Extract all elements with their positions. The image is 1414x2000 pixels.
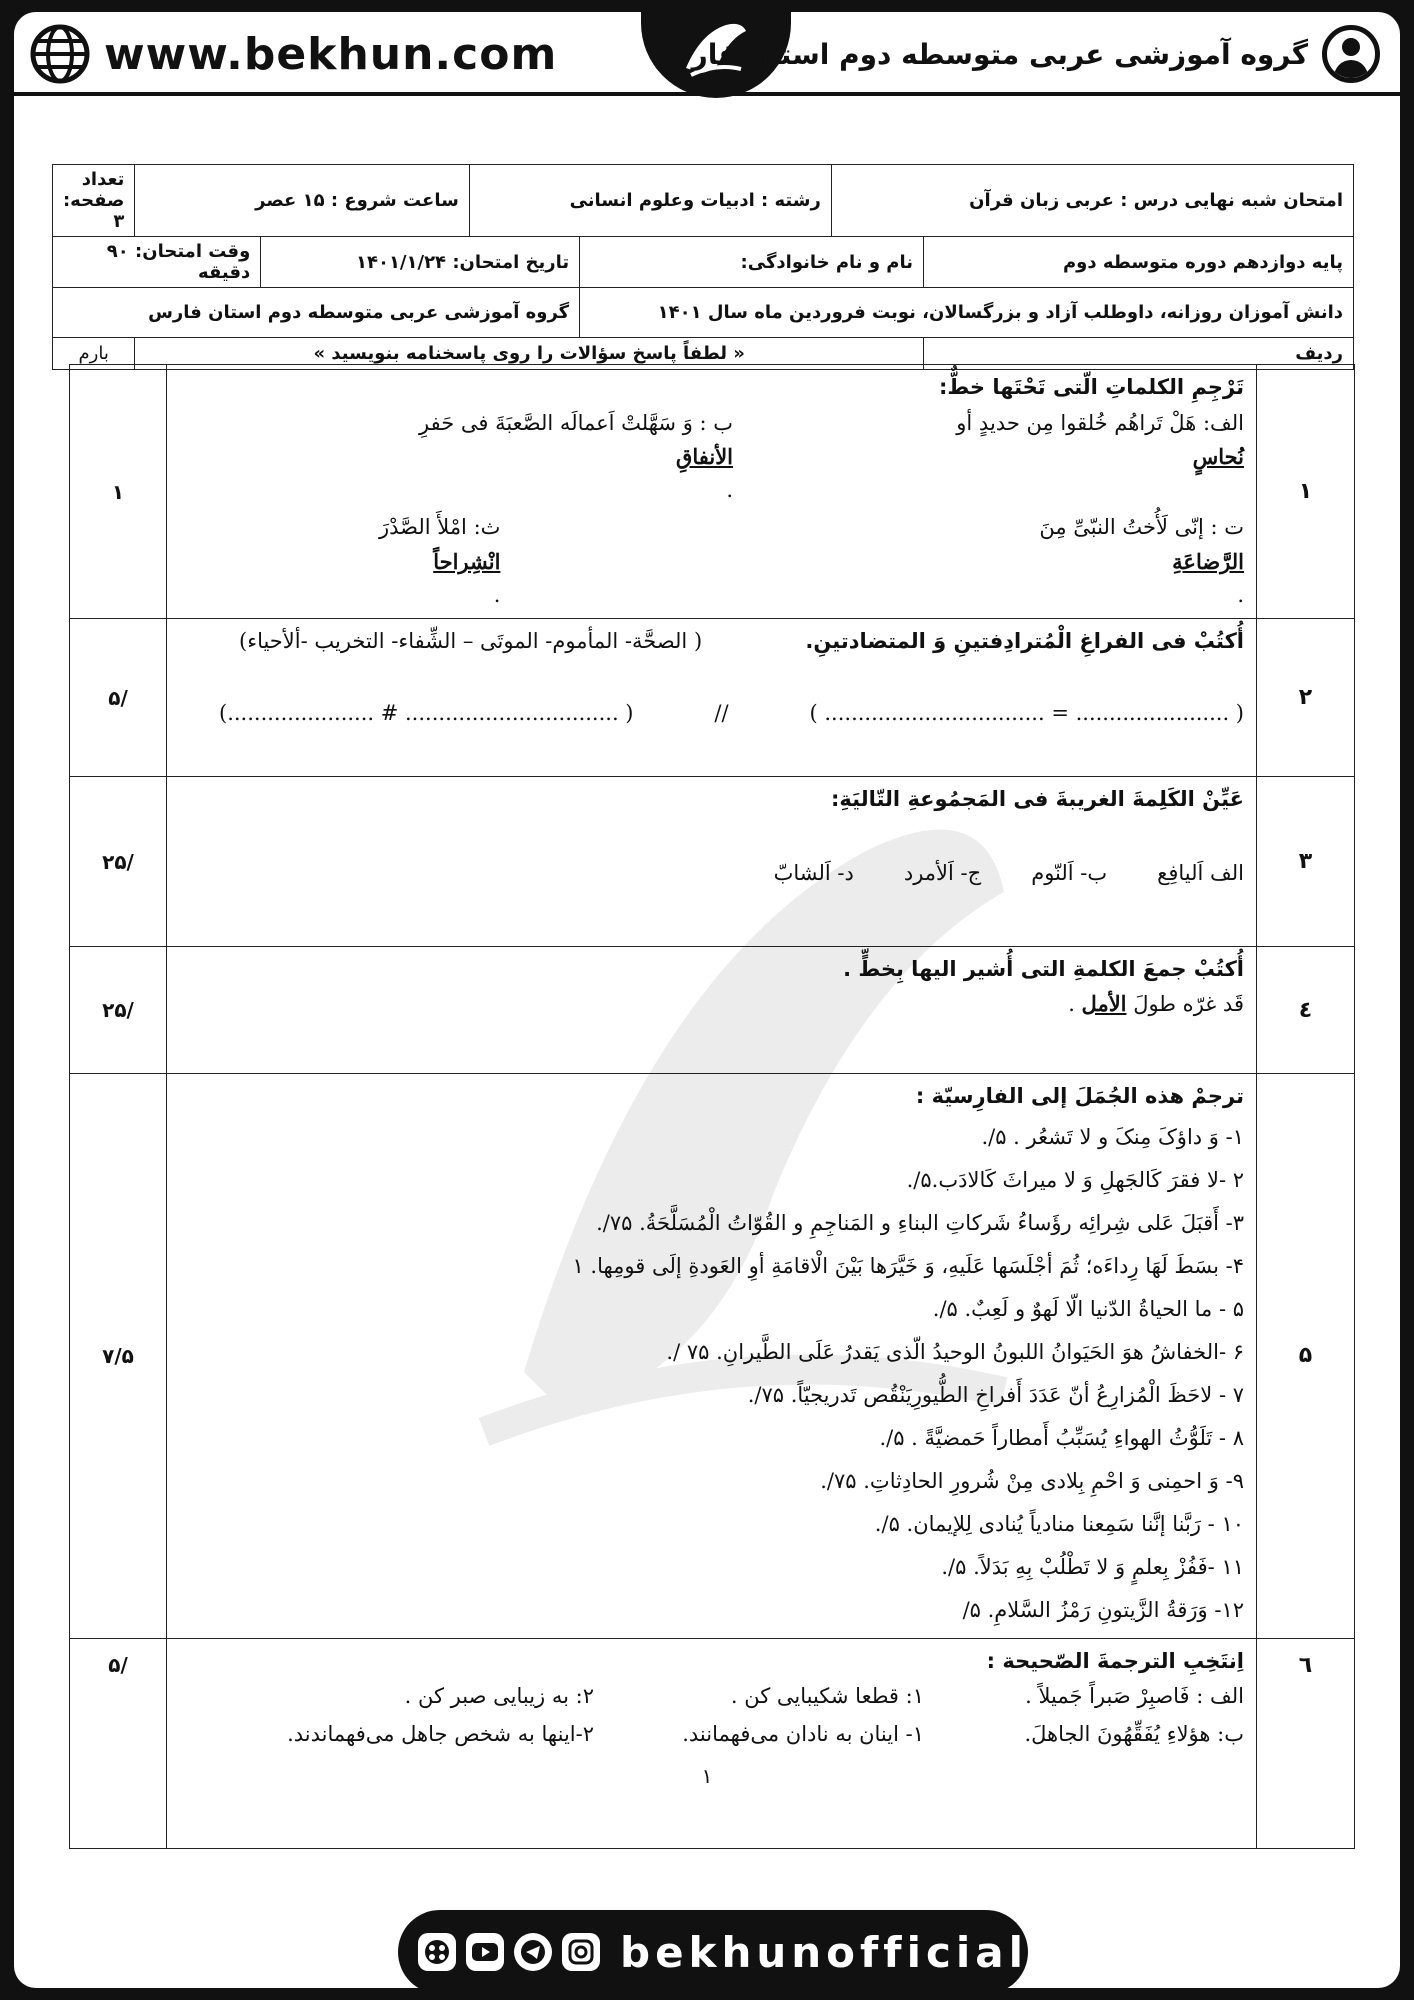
aparat-icon[interactable] (418, 1933, 456, 1971)
brand-title: گروه آموزشی عربی متوسطه دوم استان فارس (653, 37, 1308, 71)
question-number: ۵ (1257, 1074, 1355, 1639)
question-row (70, 1074, 1355, 1639)
q1-item-a: الف: هَلْ تَراهُم خُلقوا مِن حدیدٍ أو نُحاسٍ (956, 410, 1244, 470)
q5-item: ۱۱ -فَفُزْ بِعلمٍ وَ لا تَطْلُبْ بِهِ بَدَلاً. ۵/. (941, 1554, 1244, 1579)
social-footer[interactable] (398, 1910, 1028, 1988)
page-number: ۱ (701, 1764, 713, 1788)
q1-item-c: ت : إنّی لَأُختُ النبّیِّ مِنَ الرَّضاعَةِ . (1039, 515, 1244, 607)
question-score: /۲۵ (70, 777, 167, 947)
question-score: ۷/۵ (70, 1074, 167, 1639)
question-score: /۵ (70, 619, 167, 777)
question-title: ترجمْ هذه الجُمَلَ إلی الفارِسیّة : (915, 1084, 1244, 1109)
question-content (167, 947, 1257, 1074)
score-header: بارم (53, 338, 135, 370)
question-score: /۵ (70, 1638, 167, 1848)
q3-option: الف اَلیافِع (1157, 860, 1244, 885)
questions-table (69, 364, 1355, 1849)
question-content (167, 1074, 1257, 1639)
q5-item: ۸ - تَلَوُّثُ الهواءِ یُسَبِّبُ أَمطاراً حَمضیَّةً . ۵/. (879, 1425, 1244, 1450)
q2-word-list: ( الصحَّة- المأموم- الموتَی – الشِّفاء- التخریب -ألأحیاء) (239, 629, 703, 654)
q5-item: ۴- بسَطَ لَهَا رِداءَه؛ ثُمَ أجْلَسَها عَلَیهِ، وَ خَیَّرَها بَیْنَ الْاقامَةِ أوِ العَودةِ إلَی قومِها. ۱ (572, 1253, 1244, 1278)
q3-option: د- اَلشابّ (773, 860, 854, 885)
start-time: ساعت شروع : ۱۵ عصر (135, 165, 469, 237)
q3-option: ج- اَلأمرد (903, 860, 982, 885)
q6-a-option-1: ۱: قطعا شکیبایی کن . (730, 1684, 924, 1709)
globe-icon (30, 24, 90, 84)
q5-item: ۵ - ما الحیاةُ الدّنیا الّا لَهوٌ و لَعِبٌ. ۵/. (932, 1296, 1244, 1321)
question-number: ۲ (1257, 619, 1355, 777)
social-handle[interactable]: bekhunofficial (620, 1927, 1029, 1977)
q2-separator: // (714, 700, 729, 725)
exam-duration: وقت امتحان: ۹۰ دقیقه (53, 237, 261, 288)
exam-field: رشته : ادبیات وعلوم انسانی (469, 165, 831, 237)
question-title: اِنتَخِبِ الترجمةَ الصّحیحة : (986, 1648, 1244, 1673)
q3-option: ب- اَلنّوم (1031, 860, 1108, 885)
question-content (167, 619, 1257, 777)
q4-sentence: قَد غرّه طولَ الأمل . (1068, 990, 1244, 1016)
q2-blank-synonyms: ( ....................... = ................................. ) (809, 700, 1244, 725)
q6-a-option-2: ۲: به زیبایی صبر کن . (404, 1684, 594, 1709)
exam-info-table (52, 164, 1354, 370)
q5-item: ۷ - لاحَظَ الْمُزارِعُ أنّ عَدَدَ أَفراخِ الطُّیورِیَنْقُص تَدریجیّاً. ۷۵/. (747, 1382, 1244, 1407)
q1-item-d: ث: امْلأَ الصَّدْرَ انْشِراحاً . (379, 515, 501, 607)
q5-item: ۳- أَقبَلَ عَلی شِرائِه رؤَساءُ شَرکاتِ البناءِ و المَناجِمِ و القُوّاتُ الْمُسَلَّحَةُ. ۷۵/. (596, 1210, 1244, 1235)
question-title: تَرْجِمِ الکلماتِ الّتی تَحْتَها خطٌّ: (939, 375, 1244, 399)
question-row (70, 1638, 1355, 1848)
q5-item: ۱۲- وَرَقةُ الزَّیتونِ رَمْزُ السَّلامِ. ۵/ (962, 1597, 1244, 1622)
telegram-icon[interactable] (514, 1933, 552, 1971)
q6-b-option-1: ۱- اینان به نادان می‌فهمانند. (682, 1721, 924, 1746)
q5-item: ۱- وَ داؤکَ مِنکَ و لا تَشعُر . ۵/. (981, 1124, 1244, 1149)
youtube-icon[interactable] (466, 1933, 504, 1971)
q6-a-prompt: الف : فَاصبِرْ صَبراً جَمیلاً . (1025, 1684, 1244, 1709)
question-number: ٦ (1257, 1638, 1355, 1848)
group-name: گروه آموزشی عربی متوسطه دوم استان فارس (53, 288, 580, 338)
question-title: عَیِّنْ الکَلِمةَ الغریبةَ فی المَجمُوعةِ التّالیَةِ: (831, 787, 1244, 812)
page-count: تعداد صفحه: ۳ (53, 165, 135, 237)
q5-item: ۱۰ - رَبَّنا إنَّنا سَمِعنا منادیاً یُنادی لِلإیمان. ۵/. (874, 1511, 1244, 1536)
user-icon (1322, 25, 1380, 83)
q6-b-option-2: ۲-اینها به شخص جاهل می‌فهماندند. (287, 1721, 594, 1746)
question-row (70, 619, 1355, 777)
grade: پایه دوازدهم دوره متوسطه دوم (924, 237, 1354, 288)
students-info: دانش آموزان روزانه، داوطلب آزاد و بزرگسالان، نوبت فروردین ماه سال ۱۴۰۱ (580, 288, 1354, 338)
question-title: أُکتُبْ جمعَ الکلمةِ التی أُشیر الیها بِخطٍّ . (843, 957, 1244, 982)
question-number: ٤ (1257, 947, 1355, 1074)
question-number: ۳ (1257, 777, 1355, 947)
q6-b-prompt: ب: هؤلاءِ یُفَقِّهُونَ الجاهلَ. (1024, 1721, 1244, 1746)
q5-item: ۹- وَ احمِنی وَ احْمِ بِلادی مِنْ شُرورِ الحادِثاتِ. ۷۵/. (820, 1468, 1244, 1493)
exam-date: تاریخ امتحان: ۱۴۰۱/۱/۲۴ (261, 237, 580, 288)
instruction: « لطفاً پاسخ سؤالات را روی پاسخنامه بنویسید » (135, 338, 924, 370)
exam-page (14, 12, 1400, 1988)
brand (653, 24, 1380, 84)
question-title: أُکتُبْ فی الفراغِ الْمُترادِفتینِ وَ المتضادتینِ. (805, 629, 1244, 654)
top-banner (14, 12, 1400, 96)
question-row (70, 777, 1355, 947)
question-content (167, 365, 1257, 619)
q5-item: ۶ -الخفاشُ هوَ الحَیَوانُ اللبونُ الوحیدُ الّذی یَقدرُ عَلَی الطَّیرانِ. ۷۵ /. (666, 1339, 1244, 1364)
question-content (167, 1638, 1257, 1848)
site-link[interactable] (30, 24, 557, 84)
question-row (70, 365, 1355, 619)
row-header: ردیف (924, 338, 1354, 370)
question-content (167, 777, 1257, 947)
question-row (70, 947, 1355, 1074)
q1-item-b: ب : وَ سَهَّلتْ اَعمالَه الصَّعبَةَ فی حَفرِ الأنفاقِ . (419, 410, 734, 502)
student-name-label: نام و نام خانوادگی: (580, 237, 924, 288)
question-number: ۱ (1257, 365, 1355, 619)
exam-title: امتحان شبه نهایی درس : عربی زبان قرآن (831, 165, 1353, 237)
question-score: /۲۵ (70, 947, 167, 1074)
q2-blank-antonyms: ( ................................ # ......................) (219, 700, 634, 725)
site-url[interactable]: www.bekhun.com (104, 28, 558, 80)
instagram-icon[interactable] (562, 1933, 600, 1971)
q5-item: ۲ -لا فقرَ کَالجَهلِ وَ لا میراثَ کَالادَب.۵/. (906, 1167, 1244, 1192)
question-score: ۱ (70, 365, 167, 619)
